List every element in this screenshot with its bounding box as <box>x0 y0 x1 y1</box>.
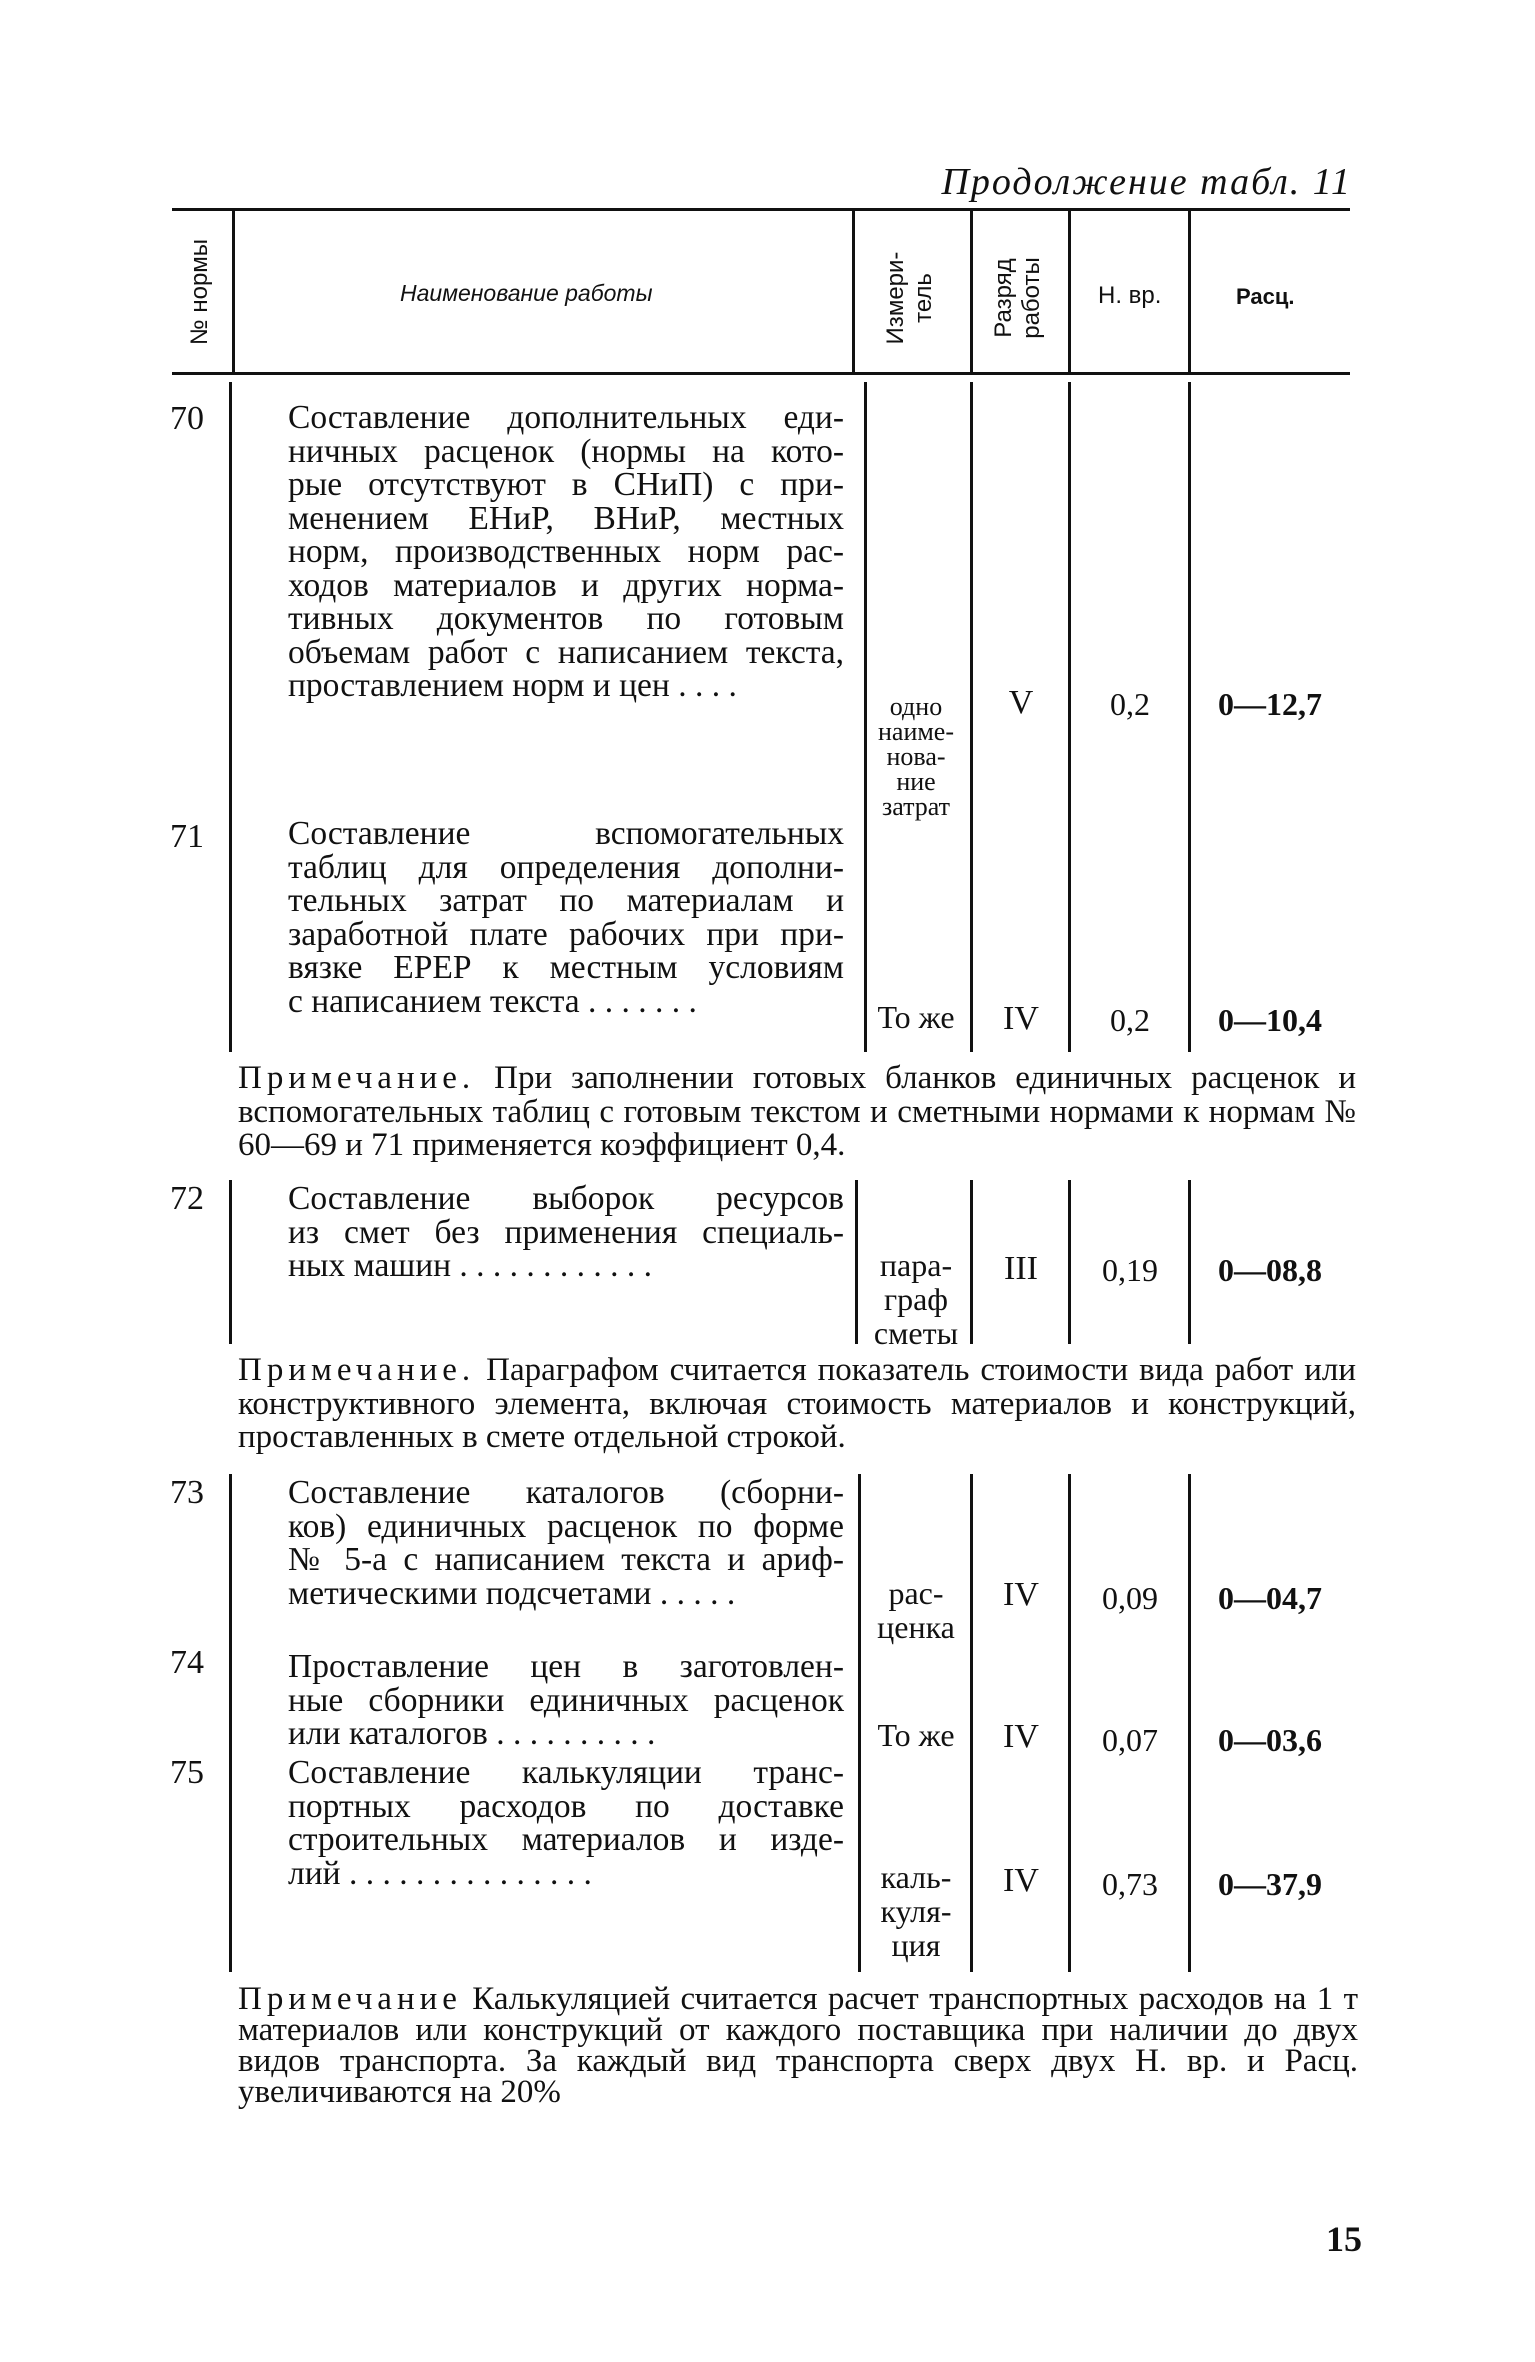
work-line: из смет без применения специаль- <box>288 1213 844 1251</box>
work-grade: V <box>1008 684 1034 721</box>
note-label: Примечание. <box>238 1060 476 1096</box>
work-line: таблиц для определения дополни- <box>288 848 844 886</box>
work-line: ных машин . . . . . . . . . . . . <box>288 1247 653 1284</box>
header-unit: Измери- тель <box>882 251 937 345</box>
work-grade: IV <box>1003 1718 1039 1755</box>
sec1-divider-3 <box>970 382 973 1052</box>
table-continuation-caption: Продолжение табл. 11 <box>941 161 1352 203</box>
work-grade: IV <box>1003 1862 1039 1899</box>
note-label: Примечание. <box>238 1352 476 1388</box>
norm-number: 71 <box>170 818 204 855</box>
norm-number: 74 <box>170 1644 204 1681</box>
work-line: Составление вспомогательных <box>288 815 844 852</box>
work-description <box>288 401 844 703</box>
work-line: Составление калькуляции транс- <box>288 1754 844 1791</box>
header-grade: Разряд работы <box>990 257 1045 339</box>
work-line: или каталогов . . . . . . . . . . <box>288 1715 656 1752</box>
rate-value: 0—08,8 <box>1218 1252 1322 1288</box>
header-divider-2 <box>852 211 855 372</box>
header-divider-5 <box>1188 211 1191 372</box>
work-line: лий . . . . . . . . . . . . . . . <box>288 1854 592 1892</box>
time-norm: 0,2 <box>1110 686 1150 722</box>
note-2 <box>238 1354 1356 1455</box>
work-line: Составление выборок ресурсов <box>288 1180 844 1217</box>
header-divider-3 <box>970 211 973 372</box>
sec2-divider-1 <box>229 1180 232 1344</box>
unit-of-measure: рас- ценка <box>877 1575 955 1645</box>
work-description <box>288 1182 844 1283</box>
header-norm-number: № нормы <box>186 238 213 346</box>
work-description <box>288 1650 844 1751</box>
work-line: Проставление цен в заготовлен- <box>288 1648 844 1685</box>
work-line: рые отсутствуют в СНиП) с при- <box>288 466 844 503</box>
sec1-divider-5 <box>1188 382 1191 1052</box>
work-grade: IV <box>1003 1000 1039 1037</box>
sec2-divider-4 <box>1068 1180 1071 1344</box>
header-top-rule <box>172 208 1350 211</box>
unit-of-measure: То же <box>877 1717 955 1753</box>
note-3 <box>238 1981 1358 2110</box>
sec3-divider-2 <box>858 1474 861 1972</box>
rate-value: 0—04,7 <box>1218 1580 1322 1616</box>
sec3-divider-3 <box>970 1474 973 1972</box>
time-norm: 0,19 <box>1102 1252 1158 1288</box>
work-line: с написанием текста . . . . . . . <box>288 982 697 1020</box>
norm-number: 73 <box>170 1474 204 1511</box>
header-rate: Расц. <box>1236 284 1295 309</box>
work-line: заработной плате рабочих при при- <box>288 915 844 953</box>
sec2-divider-2 <box>855 1180 858 1344</box>
rate-value: 0—10,4 <box>1218 1002 1322 1038</box>
header-time: Н. вр. <box>1098 282 1162 309</box>
sec3-divider-4 <box>1068 1474 1071 1972</box>
work-line: ков) единичных расценок по форме <box>288 1507 844 1545</box>
time-norm: 0,09 <box>1102 1580 1158 1616</box>
rate-value: 0—12,7 <box>1218 686 1322 722</box>
work-description <box>288 1756 844 1890</box>
note-text: Параграфом считается показатель стоимости вида работ или конструктивного элемента, включая стоимость материалов и конструкций, проставленных в смете отдельной строкой. <box>238 1352 1356 1455</box>
note-label: Примечание <box>238 1981 462 2017</box>
note-1 <box>238 1062 1356 1163</box>
work-line: норм, производственных норм рас- <box>288 533 844 570</box>
page-number: 15 <box>1326 2219 1362 2259</box>
norm-number: 72 <box>170 1180 204 1217</box>
work-line: менением ЕНиР, ВНиР, местных <box>288 499 844 537</box>
sec2-divider-3 <box>970 1180 973 1344</box>
header-work-name: Наименование работы <box>400 280 653 306</box>
norm-number: 70 <box>170 400 204 437</box>
work-line: метическими подсчетами . . . . . <box>288 1574 736 1612</box>
work-line: ничных расценок (нормы на кото- <box>288 432 844 470</box>
header-divider-1 <box>232 211 235 372</box>
time-norm: 0,73 <box>1102 1866 1158 1902</box>
work-line: объемам работ с написанием текста, <box>288 633 844 671</box>
rate-value: 0—03,6 <box>1218 1722 1322 1758</box>
rate-value: 0—37,9 <box>1218 1866 1322 1902</box>
work-line: вязке ЕРЕР к местным условиям <box>288 949 844 986</box>
work-grade: IV <box>1003 1576 1039 1613</box>
work-line: портных расходов по доставке <box>288 1787 844 1825</box>
sec1-divider-1 <box>229 382 232 1052</box>
unit-of-measure: каль- куля- ция <box>880 1859 952 1963</box>
work-line: строительных материалов и изде- <box>288 1821 844 1858</box>
header-divider-4 <box>1068 211 1071 372</box>
work-line: тивных документов по готовым <box>288 600 844 637</box>
work-grade: III <box>1004 1250 1038 1287</box>
unit-of-measure: одно наиме- нова- ние затрат <box>877 692 955 821</box>
work-description <box>288 817 844 1018</box>
sec2-divider-5 <box>1188 1180 1191 1344</box>
time-norm: 0,2 <box>1110 1002 1150 1038</box>
work-line: № 5-а с написанием текста и ариф- <box>288 1541 844 1578</box>
work-line: тельных затрат по материалам и <box>288 882 844 919</box>
work-line: проставлением норм и цен . . . . <box>288 667 737 704</box>
norm-number: 75 <box>170 1754 204 1791</box>
work-line: Составление дополнительных еди- <box>288 399 844 436</box>
sec3-divider-1 <box>229 1474 232 1972</box>
header-bottom-rule <box>172 372 1350 375</box>
note-text: Калькуляцией считается расчет транспортных расходов на 1 т материалов или конструкций от каждого поставщика при наличии до двух видов транспорта. За каждый вид транспорта сверх двух Н. вр. и Расц. увеличиваются на 20% <box>238 1981 1358 2110</box>
sec3-divider-5 <box>1188 1474 1191 1972</box>
unit-of-measure: То же <box>877 999 955 1035</box>
work-line: ходов материалов и других норма- <box>288 566 844 604</box>
sec1-divider-4 <box>1068 382 1071 1052</box>
unit-of-measure: пара- граф сметы <box>873 1247 959 1351</box>
note-text: При заполнении готовых бланков единичных расценок и вспомогательных таблиц с готовым текстом и сметными нормами к нормам № 60—69 и 71 применяется коэффициент 0,4. <box>238 1060 1356 1163</box>
work-description <box>288 1476 844 1610</box>
work-line: Составление каталогов (сборни- <box>288 1474 844 1511</box>
work-line: ные сборники единичных расценок <box>288 1681 844 1719</box>
time-norm: 0,07 <box>1102 1722 1158 1758</box>
